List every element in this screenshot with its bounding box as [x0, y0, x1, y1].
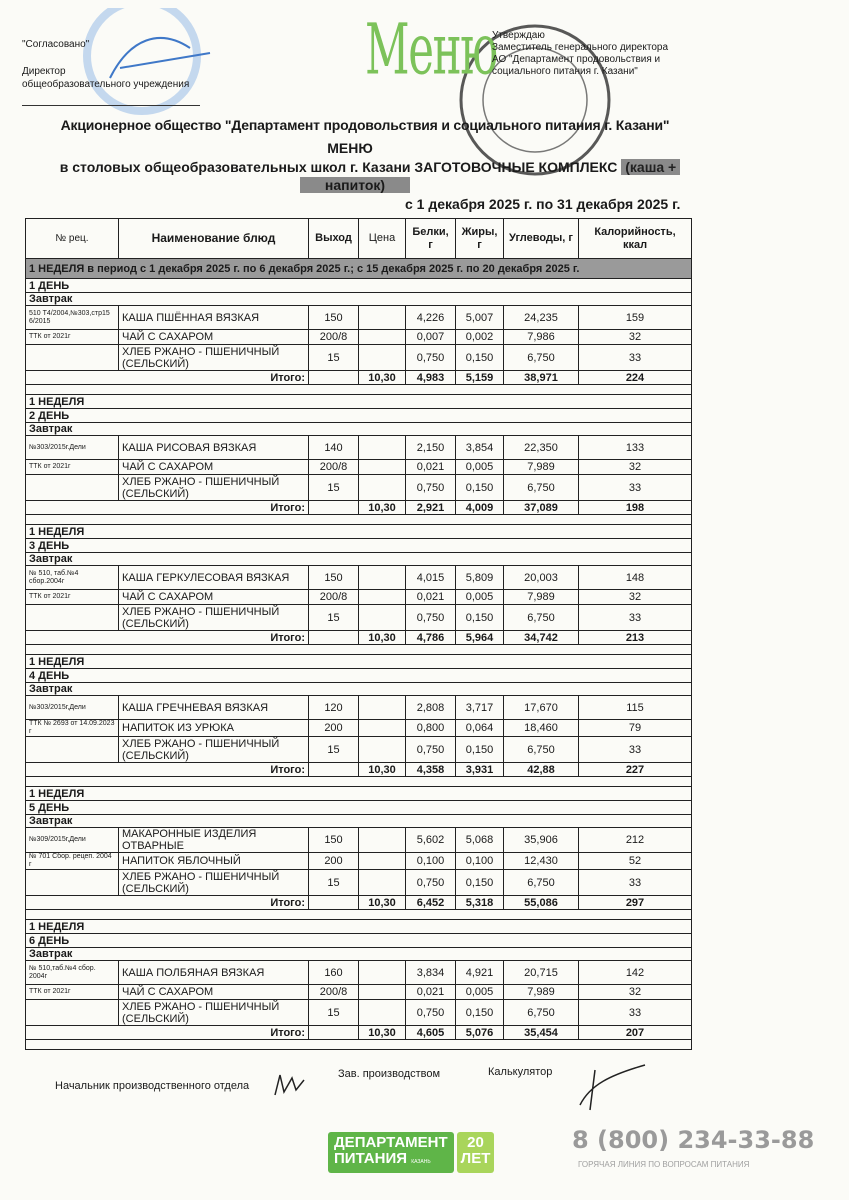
- total-label: Итого:: [26, 1026, 309, 1040]
- dish-name: ЧАЙ С САХАРОМ: [119, 590, 309, 605]
- recipe-ref: [26, 605, 119, 631]
- dish-carbs: 7,989: [504, 590, 579, 605]
- total-yield: [309, 371, 359, 385]
- total-carbs: 35,454: [504, 1026, 579, 1040]
- dish-carbs: 6,750: [504, 345, 579, 371]
- dish-yield: 160: [309, 961, 359, 985]
- table-row: [26, 590, 692, 605]
- total-protein: 4,786: [406, 631, 456, 645]
- signature-line: [22, 105, 200, 106]
- week-row: 1 НЕДЕЛЯ: [26, 655, 692, 669]
- total-kcal: 297: [579, 896, 692, 910]
- dish-fat: 0,005: [456, 985, 504, 1000]
- dish-carbs: 22,350: [504, 436, 579, 460]
- recipe-ref: № 510, таб.№4 сбор.2004г: [26, 566, 119, 590]
- total-carbs: 37,089: [504, 501, 579, 515]
- dish-kcal: 52: [579, 853, 692, 870]
- total-label: Итого:: [26, 896, 309, 910]
- menu-subtitle: [20, 159, 720, 175]
- dish-price: [359, 961, 406, 985]
- subtitle-continuation: напиток): [300, 177, 410, 193]
- week-row: 1 НЕДЕЛЯ: [26, 787, 692, 801]
- total-protein: 6,452: [406, 896, 456, 910]
- total-row: [26, 371, 692, 385]
- organization-title: Акционерное общество "Департамент продовольствия и социального питания г. Казани": [60, 117, 670, 133]
- dish-protein: 0,100: [406, 853, 456, 870]
- dish-fat: 0,150: [456, 475, 504, 501]
- dish-yield: 150: [309, 306, 359, 330]
- dish-fat: 0,150: [456, 870, 504, 896]
- total-protein: 4,983: [406, 371, 456, 385]
- logo-line1: ДЕПАРТАМЕНТ: [334, 1134, 448, 1151]
- total-protein: 4,358: [406, 763, 456, 777]
- day-row: 6 ДЕНЬ: [26, 934, 692, 948]
- table-row: [26, 605, 692, 631]
- dish-yield: 200/8: [309, 460, 359, 475]
- table-row: [26, 460, 692, 475]
- dish-name: МАКАРОННЫЕ ИЗДЕЛИЯ ОТВАРНЫЕ: [119, 828, 309, 853]
- recipe-ref: [26, 737, 119, 763]
- dish-fat: 0,005: [456, 460, 504, 475]
- recipe-ref: [26, 870, 119, 896]
- dish-protein: 3,834: [406, 961, 456, 985]
- dish-protein: 0,007: [406, 330, 456, 345]
- dish-yield: 200/8: [309, 590, 359, 605]
- dish-yield: 200: [309, 853, 359, 870]
- total-label: Итого:: [26, 501, 309, 515]
- total-price: 10,30: [359, 763, 406, 777]
- spacer-row: [26, 777, 692, 787]
- dish-yield: 120: [309, 696, 359, 720]
- signature-calculator: Калькулятор: [488, 1066, 553, 1078]
- dish-kcal: 133: [579, 436, 692, 460]
- total-row: [26, 501, 692, 515]
- total-fat: 3,931: [456, 763, 504, 777]
- period-row: 1 НЕДЕЛЯ в период с 1 декабря 2025 г. по 6 декабря 2025 г.; с 15 декабря 2025 г. по 20 декабря 2025 г.: [26, 259, 692, 279]
- dish-carbs: 7,989: [504, 460, 579, 475]
- meal-row: Завтрак: [26, 815, 692, 828]
- week-row: 1 НЕДЕЛЯ: [26, 395, 692, 409]
- dish-fat: 3,717: [456, 696, 504, 720]
- week-row: 1 НЕДЕЛЯ: [26, 920, 692, 934]
- spacer-row: [26, 645, 692, 655]
- menu-table: [25, 218, 692, 1050]
- dish-protein: 5,602: [406, 828, 456, 853]
- dish-fat: 5,068: [456, 828, 504, 853]
- table-row: [26, 330, 692, 345]
- table-row: [26, 566, 692, 590]
- total-fat: 5,964: [456, 631, 504, 645]
- total-row: [26, 896, 692, 910]
- hotline-phone: 8 (800) 234-33-88: [572, 1126, 815, 1154]
- total-price: 10,30: [359, 371, 406, 385]
- dish-price: [359, 475, 406, 501]
- recipe-ref: ТТК от 2021г: [26, 985, 119, 1000]
- total-label: Итого:: [26, 371, 309, 385]
- col-fat: Жиры, г: [456, 219, 504, 259]
- dish-protein: 0,800: [406, 720, 456, 737]
- dish-price: [359, 590, 406, 605]
- menu-title: МЕНЮ: [327, 140, 373, 156]
- dish-name: КАША ГЕРКУЛЕСОВАЯ ВЯЗКАЯ: [119, 566, 309, 590]
- col-rec: № рец.: [26, 219, 119, 259]
- dish-price: [359, 460, 406, 475]
- approval-label: "Согласовано": [22, 39, 90, 50]
- dish-name: ХЛЕБ РЖАНО - ПШЕНИЧНЫЙ (СЕЛЬСКИЙ): [119, 475, 309, 501]
- dish-carbs: 6,750: [504, 737, 579, 763]
- dish-price: [359, 1000, 406, 1026]
- dish-price: [359, 737, 406, 763]
- dish-kcal: 32: [579, 330, 692, 345]
- dish-price: [359, 870, 406, 896]
- total-kcal: 227: [579, 763, 692, 777]
- dish-name: КАША ПШЁННАЯ ВЯЗКАЯ: [119, 306, 309, 330]
- dish-fat: 0,150: [456, 737, 504, 763]
- handwritten-title: Меню: [365, 9, 497, 92]
- dish-fat: 5,809: [456, 566, 504, 590]
- dish-name: ХЛЕБ РЖАНО - ПШЕНИЧНЫЙ (СЕЛЬСКИЙ): [119, 870, 309, 896]
- spacer-row: [26, 515, 692, 525]
- dish-protein: 0,750: [406, 345, 456, 371]
- department-logo: [328, 1132, 494, 1173]
- dish-price: [359, 436, 406, 460]
- total-protein: 4,605: [406, 1026, 456, 1040]
- approval-right-label: Утверждаю: [492, 30, 545, 41]
- dish-carbs: 7,989: [504, 985, 579, 1000]
- signature-scribble-icon: [570, 1055, 650, 1115]
- approval-right-line: социального питания г. Казани": [492, 66, 638, 77]
- subtitle-highlight: (каша +: [621, 159, 680, 175]
- subtitle-text: в столовых общеобразовательных школ г. Казани ЗАГОТОВОЧНЫЕ КОМПЛЕКС: [59, 159, 618, 175]
- total-fat: 5,318: [456, 896, 504, 910]
- total-kcal: 213: [579, 631, 692, 645]
- dish-kcal: 33: [579, 737, 692, 763]
- total-yield: [309, 1026, 359, 1040]
- approval-role-2: общеобразовательного учреждения: [22, 79, 190, 90]
- dish-kcal: 148: [579, 566, 692, 590]
- dish-protein: 0,750: [406, 737, 456, 763]
- dish-yield: 150: [309, 828, 359, 853]
- col-name: Наименование блюд: [119, 219, 309, 259]
- dish-carbs: 17,670: [504, 696, 579, 720]
- dish-price: [359, 605, 406, 631]
- meal-row: Завтрак: [26, 948, 692, 961]
- signature-production: Зав. производством: [338, 1068, 441, 1080]
- table-row: [26, 436, 692, 460]
- meal-row: Завтрак: [26, 553, 692, 566]
- dish-carbs: 6,750: [504, 475, 579, 501]
- dish-carbs: 18,460: [504, 720, 579, 737]
- table-row: [26, 985, 692, 1000]
- col-price: Цена: [359, 219, 406, 259]
- recipe-ref: [26, 475, 119, 501]
- table-row: [26, 828, 692, 853]
- total-row: [26, 763, 692, 777]
- meal-row: Завтрак: [26, 293, 692, 306]
- dish-price: [359, 828, 406, 853]
- day-row: 5 ДЕНЬ: [26, 801, 692, 815]
- dish-carbs: 24,235: [504, 306, 579, 330]
- dish-price: [359, 720, 406, 737]
- dish-name: ЧАЙ С САХАРОМ: [119, 330, 309, 345]
- dish-kcal: 32: [579, 460, 692, 475]
- dish-yield: 15: [309, 475, 359, 501]
- total-carbs: 55,086: [504, 896, 579, 910]
- dish-protein: 4,226: [406, 306, 456, 330]
- recipe-ref: [26, 345, 119, 371]
- total-yield: [309, 763, 359, 777]
- dish-yield: 200/8: [309, 985, 359, 1000]
- total-kcal: 207: [579, 1026, 692, 1040]
- table-row: [26, 345, 692, 371]
- dish-protein: 0,750: [406, 870, 456, 896]
- dish-fat: 5,007: [456, 306, 504, 330]
- dish-kcal: 159: [579, 306, 692, 330]
- dish-protein: 0,750: [406, 1000, 456, 1026]
- dish-name: КАША РИСОВАЯ ВЯЗКАЯ: [119, 436, 309, 460]
- recipe-ref: 510 Т4/2004,№303,стр15 6/2015: [26, 306, 119, 330]
- dish-name: ХЛЕБ РЖАНО - ПШЕНИЧНЫЙ (СЕЛЬСКИЙ): [119, 605, 309, 631]
- dish-carbs: 6,750: [504, 605, 579, 631]
- dish-kcal: 32: [579, 985, 692, 1000]
- dish-yield: 15: [309, 1000, 359, 1026]
- dish-carbs: 35,906: [504, 828, 579, 853]
- dish-carbs: 20,715: [504, 961, 579, 985]
- table-row: [26, 475, 692, 501]
- recipe-ref: №303/2015г.Дели: [26, 436, 119, 460]
- dish-price: [359, 345, 406, 371]
- total-fat: 5,159: [456, 371, 504, 385]
- table-row: [26, 853, 692, 870]
- day-row: 4 ДЕНЬ: [26, 669, 692, 683]
- total-label: Итого:: [26, 763, 309, 777]
- menu-period: с 1 декабря 2025 г. по 31 декабря 2025 г.: [405, 196, 681, 212]
- logo-years-word: ЛЕТ: [460, 1150, 491, 1167]
- col-yield: Выход: [309, 219, 359, 259]
- total-carbs: 34,742: [504, 631, 579, 645]
- dish-yield: 15: [309, 737, 359, 763]
- total-price: 10,30: [359, 501, 406, 515]
- total-carbs: 42,88: [504, 763, 579, 777]
- dish-kcal: 79: [579, 720, 692, 737]
- dish-fat: 0,064: [456, 720, 504, 737]
- dish-kcal: 115: [579, 696, 692, 720]
- total-fat: 4,009: [456, 501, 504, 515]
- recipe-ref: №309/2015г,Дели: [26, 828, 119, 853]
- dish-protein: 0,021: [406, 460, 456, 475]
- dish-name: КАША ПОЛБЯНАЯ ВЯЗКАЯ: [119, 961, 309, 985]
- approval-left: [22, 38, 200, 106]
- total-row: [26, 1026, 692, 1040]
- recipe-ref: ТТК от 2021г: [26, 330, 119, 345]
- table-row: [26, 696, 692, 720]
- table-row: [26, 306, 692, 330]
- col-carbs: Углеводы, г: [504, 219, 579, 259]
- approval-right-line: Заместитель генерального директора: [492, 42, 669, 53]
- dish-fat: 0,005: [456, 590, 504, 605]
- dish-yield: 15: [309, 870, 359, 896]
- approval-right: [492, 30, 668, 78]
- dish-price: [359, 330, 406, 345]
- recipe-ref: ТТК от 2021г: [26, 590, 119, 605]
- spacer-row: [26, 385, 692, 395]
- dish-yield: 200: [309, 720, 359, 737]
- col-kcal: Калорийность, ккал: [579, 219, 692, 259]
- dish-protein: 0,750: [406, 475, 456, 501]
- dish-protein: 0,021: [406, 985, 456, 1000]
- recipe-ref: [26, 1000, 119, 1026]
- dish-protein: 0,750: [406, 605, 456, 631]
- dish-name: НАПИТОК ЯБЛОЧНЫЙ: [119, 853, 309, 870]
- total-label: Итого:: [26, 631, 309, 645]
- dish-kcal: 33: [579, 345, 692, 371]
- day-row: 3 ДЕНЬ: [26, 539, 692, 553]
- total-protein: 2,921: [406, 501, 456, 515]
- table-row: [26, 720, 692, 737]
- dish-carbs: 6,750: [504, 870, 579, 896]
- dish-name: ЧАЙ С САХАРОМ: [119, 460, 309, 475]
- day-row: 2 ДЕНЬ: [26, 409, 692, 423]
- recipe-ref: №303/2015г,Дели: [26, 696, 119, 720]
- col-protein: Белки, г: [406, 219, 456, 259]
- dish-yield: 15: [309, 345, 359, 371]
- meal-row: Завтрак: [26, 423, 692, 436]
- dish-fat: 4,921: [456, 961, 504, 985]
- total-fat: 5,076: [456, 1026, 504, 1040]
- total-price: 10,30: [359, 631, 406, 645]
- total-yield: [309, 501, 359, 515]
- recipe-ref: № 701 Сбор. рецеп. 2004 г: [26, 853, 119, 870]
- dish-yield: 140: [309, 436, 359, 460]
- dish-fat: 0,100: [456, 853, 504, 870]
- day-row: 1 ДЕНЬ: [26, 279, 692, 293]
- dish-kcal: 33: [579, 475, 692, 501]
- total-carbs: 38,971: [504, 371, 579, 385]
- signature-head: Начальник производственного отдела: [55, 1080, 250, 1092]
- logo-city: КАЗАНЬ: [411, 1159, 431, 1165]
- meal-row: Завтрак: [26, 683, 692, 696]
- dish-protein: 2,150: [406, 436, 456, 460]
- dish-price: [359, 853, 406, 870]
- dish-carbs: 6,750: [504, 1000, 579, 1026]
- dish-carbs: 7,986: [504, 330, 579, 345]
- dish-name: ХЛЕБ РЖАНО - ПШЕНИЧНЫЙ (СЕЛЬСКИЙ): [119, 345, 309, 371]
- total-yield: [309, 631, 359, 645]
- dish-protein: 0,021: [406, 590, 456, 605]
- hotline-caption: ГОРЯЧАЯ ЛИНИЯ ПО ВОПРОСАМ ПИТАНИЯ: [578, 1160, 750, 1169]
- dish-protein: 2,808: [406, 696, 456, 720]
- recipe-ref: № 510,таб.№4 сбор. 2004г: [26, 961, 119, 985]
- total-price: 10,30: [359, 1026, 406, 1040]
- dish-yield: 200/8: [309, 330, 359, 345]
- dish-fat: 0,150: [456, 1000, 504, 1026]
- dish-price: [359, 566, 406, 590]
- dish-price: [359, 306, 406, 330]
- spacer-row: [26, 910, 692, 920]
- dish-kcal: 32: [579, 590, 692, 605]
- table-row: [26, 1000, 692, 1026]
- dish-fat: 0,002: [456, 330, 504, 345]
- dish-carbs: 12,430: [504, 853, 579, 870]
- dish-kcal: 142: [579, 961, 692, 985]
- dish-fat: 0,150: [456, 605, 504, 631]
- dish-price: [359, 985, 406, 1000]
- dish-name: КАША ГРЕЧНЕВАЯ ВЯЗКАЯ: [119, 696, 309, 720]
- dish-carbs: 20,003: [504, 566, 579, 590]
- dish-yield: 15: [309, 605, 359, 631]
- total-kcal: 224: [579, 371, 692, 385]
- dish-protein: 4,015: [406, 566, 456, 590]
- dish-price: [359, 696, 406, 720]
- logo-years: 20: [467, 1134, 484, 1151]
- total-yield: [309, 896, 359, 910]
- dish-kcal: 33: [579, 1000, 692, 1026]
- dish-fat: 3,854: [456, 436, 504, 460]
- total-row: [26, 631, 692, 645]
- approval-role: Директор: [22, 66, 66, 77]
- approval-right-line: АО "Департамент продовольствия и: [492, 54, 661, 65]
- dish-kcal: 33: [579, 605, 692, 631]
- recipe-ref: ТТК № 2693 от 14.09.2023 г: [26, 720, 119, 737]
- signature-scribble-icon: [270, 1070, 310, 1100]
- dish-name: НАПИТОК ИЗ УРЮКА: [119, 720, 309, 737]
- dish-name: ЧАЙ С САХАРОМ: [119, 985, 309, 1000]
- table-row: [26, 961, 692, 985]
- dish-fat: 0,150: [456, 345, 504, 371]
- table-row: [26, 870, 692, 896]
- week-row: 1 НЕДЕЛЯ: [26, 525, 692, 539]
- dish-name: ХЛЕБ РЖАНО - ПШЕНИЧНЫЙ (СЕЛЬСКИЙ): [119, 1000, 309, 1026]
- table-row: [26, 737, 692, 763]
- dish-kcal: 33: [579, 870, 692, 896]
- dish-name: ХЛЕБ РЖАНО - ПШЕНИЧНЫЙ (СЕЛЬСКИЙ): [119, 737, 309, 763]
- spacer-row: [26, 1040, 692, 1050]
- total-price: 10,30: [359, 896, 406, 910]
- dish-yield: 150: [309, 566, 359, 590]
- dish-kcal: 212: [579, 828, 692, 853]
- logo-line2: ПИТАНИЯ: [334, 1150, 408, 1167]
- recipe-ref: ТТК от 2021г: [26, 460, 119, 475]
- total-kcal: 198: [579, 501, 692, 515]
